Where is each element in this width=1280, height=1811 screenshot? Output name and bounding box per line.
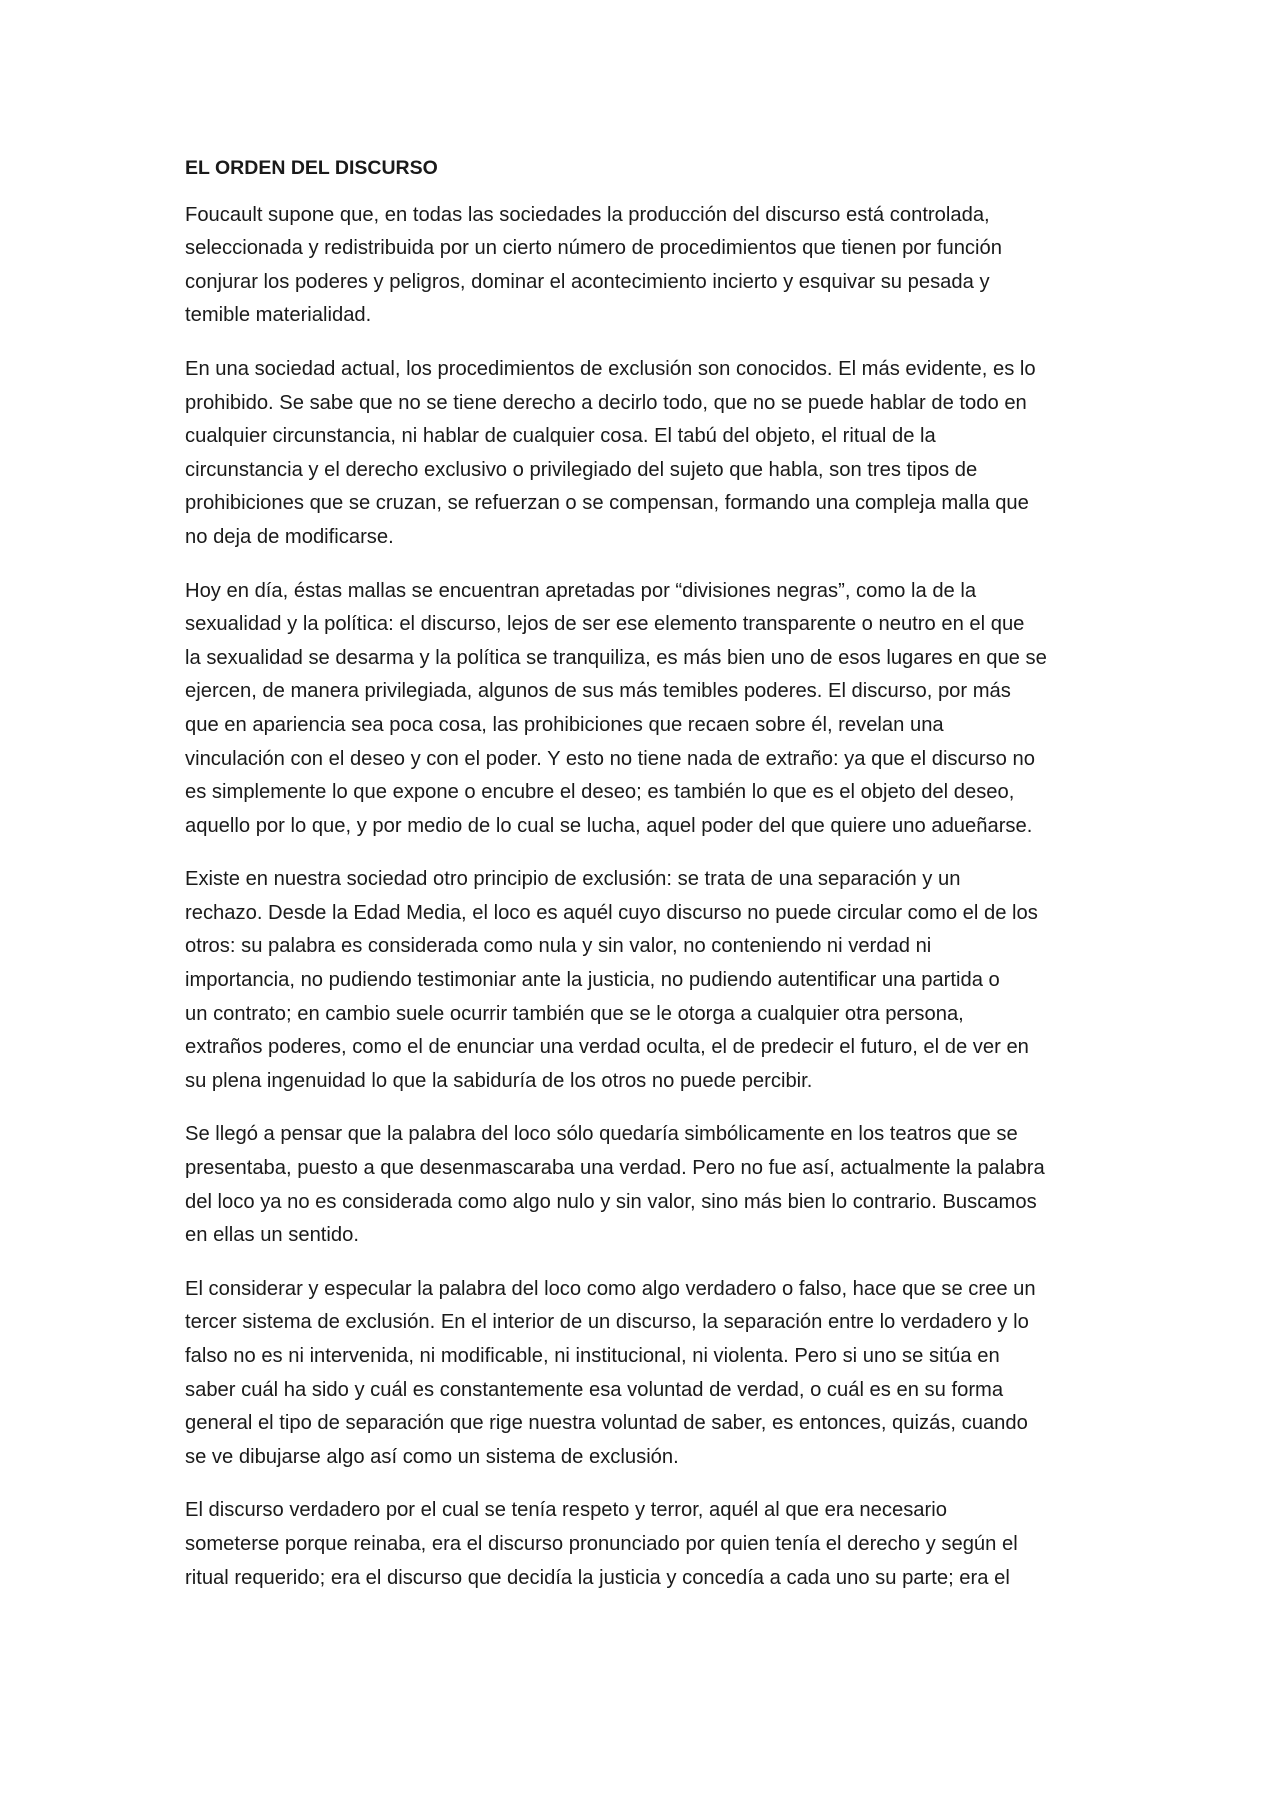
paragraph-line: El discurso verdadero por el cual se tenía respeto y terror, aquél al que era necesario	[185, 1499, 947, 1522]
paragraph-line: Hoy en día, éstas mallas se encuentran apretadas por “divisiones negras”, como la de la	[185, 579, 977, 602]
paragraph-line: Foucault supone que, en todas las sociedades la producción del discurso está controlada,	[185, 203, 990, 226]
paragraph	[185, 353, 1110, 555]
paragraph-line: ritual requerido; era el discurso que decidía la justicia y concedía a cada uno su parte; era el	[185, 1566, 1010, 1589]
paragraph-line: general el tipo de separación que rige nuestra voluntad de saber, es entonces, quizás, cuando	[185, 1412, 1028, 1435]
paragraph-line: prohibiciones que se cruzan, se refuerzan o se compensan, formando una compleja malla que	[185, 492, 1029, 515]
paragraph-line: circunstancia y el derecho exclusivo o privilegiado del sujeto que habla, son tres tipos de	[185, 458, 978, 481]
paragraph-line: Existe en nuestra sociedad otro principio de exclusión: se trata de una separación y un	[185, 868, 961, 891]
paragraph	[185, 1273, 1110, 1475]
paragraph-line: rechazo. Desde la Edad Media, el loco es aquél cuyo discurso no puede circular como el de los	[185, 901, 1038, 924]
paragraph-line: importancia, no pudiendo testimoniar ante la justicia, no pudiendo autentificar una partida o	[185, 969, 1000, 992]
paragraph-line: saber cuál ha sido y cuál es constantemente esa voluntad de verdad, o cuál es en su forma	[185, 1378, 1004, 1401]
paragraph	[185, 1118, 1110, 1252]
paragraph-line: sexualidad y la política: el discurso, lejos de ser ese elemento transparente o neutro en el que	[185, 613, 1025, 636]
paragraph-line: Se llegó a pensar que la palabra del loco sólo quedaría simbólicamente en los teatros que se	[185, 1123, 1018, 1146]
paragraph-line: El considerar y especular la palabra del loco como algo verdadero o falso, hace que se cree un	[185, 1277, 1036, 1300]
paragraph-line: en ellas un sentido.	[185, 1224, 359, 1247]
document-body	[185, 152, 1110, 1615]
paragraph-line: ejercen, de manera privilegiada, algunos de sus más temibles poderes. El discurso, por más	[185, 680, 1011, 703]
paragraph-line: un contrato; en cambio suele ocurrir también que se le otorga a cualquier otra persona,	[185, 1002, 964, 1025]
paragraph-line: no deja de modificarse.	[185, 525, 394, 548]
paragraph-line: la sexualidad se desarma y la política se tranquiliza, es más bien uno de esos lugares en que se	[185, 646, 1047, 669]
paragraph-line: es simplemente lo que expone o encubre el deseo; es también lo que es el objeto del deseo,	[185, 781, 1015, 804]
paragraph-line: tercer sistema de exclusión. En el interior de un discurso, la separación entre lo verdadero y lo	[185, 1311, 1029, 1334]
paragraph-line: que en apariencia sea poca cosa, las prohibiciones que recaen sobre él, revelan una	[185, 713, 944, 736]
paragraph	[185, 1494, 1110, 1595]
paragraph-line: falso no es ni intervenida, ni modificable, ni institucional, ni violenta. Pero si uno se sitúa en	[185, 1345, 1000, 1367]
paragraph-line: su plena ingenuidad lo que la sabiduría de los otros no puede percibir.	[185, 1069, 813, 1092]
paragraph-line: vinculación con el deseo y con el poder. Y esto no tiene nada de extraño: ya que el discurso no	[185, 747, 1035, 770]
document-title: EL ORDEN DEL DISCURSO	[185, 157, 438, 179]
paragraph-line: otros: su palabra es considerada como nula y sin valor, no conteniendo ni verdad ni	[185, 935, 932, 958]
paragraph-line: se ve dibujarse algo así como un sistema de exclusión.	[185, 1445, 679, 1468]
paragraph-line: conjurar los poderes y peligros, dominar el acontecimiento incierto y esquivar su pesada y	[185, 270, 990, 293]
paragraph	[185, 575, 1110, 844]
paragraph	[185, 863, 1110, 1098]
paragraph-line: cualquier circunstancia, ni hablar de cualquier cosa. El tabú del objeto, el ritual de la	[185, 425, 936, 448]
paragraph-line: presentaba, puesto a que desenmascaraba una verdad. Pero no fue así, actualmente la palabra	[185, 1157, 1045, 1180]
paragraph	[185, 199, 1110, 333]
paragraph-line: En una sociedad actual, los procedimientos de exclusión son conocidos. El más evidente, es lo	[185, 357, 1036, 380]
paragraph-line: seleccionada y redistribuida por un cierto número de procedimientos que tienen por función	[185, 237, 1002, 260]
paragraph-line: del loco ya no es considerada como algo nulo y sin valor, sino más bien lo contrario. Buscamos	[185, 1190, 1037, 1213]
paragraph-line: prohibido. Se sabe que no se tiene derecho a decirlo todo, que no se puede hablar de todo en	[185, 391, 1027, 414]
paragraph-line: extraños poderes, como el de enunciar una verdad oculta, el de predecir el futuro, el de ver en	[185, 1036, 1029, 1059]
paragraph-list	[185, 199, 1110, 1596]
paragraph-line: aquello por lo que, y por medio de lo cual se lucha, aquel poder del que quiere uno adueñarse.	[185, 814, 1033, 837]
paragraph-line: temible materialidad.	[185, 304, 372, 327]
paragraph-line: someterse porque reinaba, era el discurso pronunciado por quien tenía el derecho y según el	[185, 1532, 1018, 1555]
